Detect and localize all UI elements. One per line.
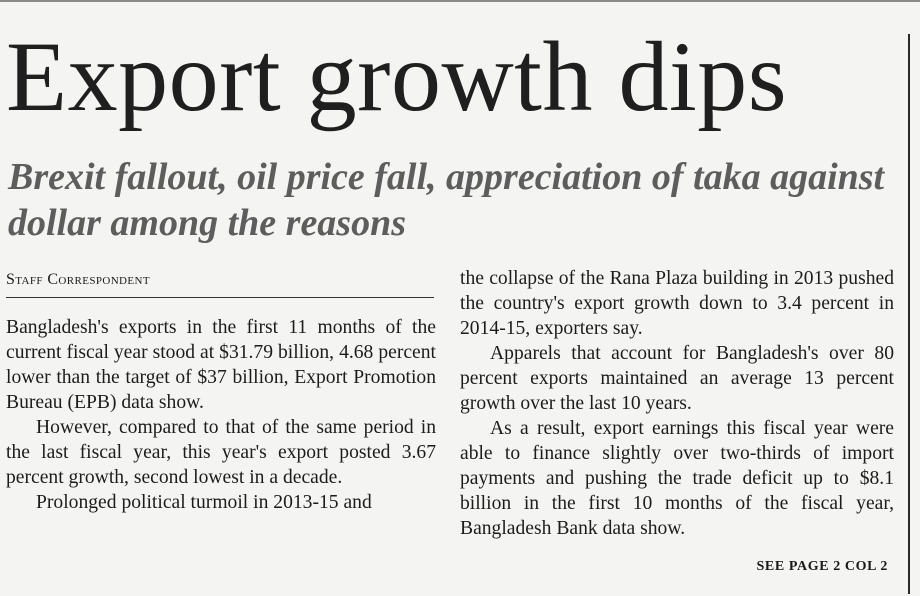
subheadline: Brexit fallout, oil price fall, appreciation of taka against dollar among the reasons [8,156,885,244]
byline-rule [6,297,434,298]
article-paragraph: Apparels that account for Bangladesh's over 80 percent exports maintained an average 13 percent growth over the last 10 years. [460,343,894,414]
article-paragraph: However, compared to that of the same period in the last fiscal year, this year's export posted 3.67 percent growth, second lowest in a decade. [6,417,436,488]
article-paragraph: Prolonged political turmoil in 2013-15 and [36,492,372,513]
byline: Staff Correspondent [6,271,150,288]
headline: Export growth dips [6,21,788,132]
jump-line: SEE PAGE 2 COL 2 [756,559,888,574]
article-paragraph: Bangladesh's exports in the first 11 months of the current fiscal year stood at $31.79 billion, 4.68 percent lower than the target of $37 billion, Export Promotion Bureau (EPB) data show. [6,317,436,413]
right-column-rule [908,34,910,594]
top-rule [0,0,920,2]
article-paragraph: the collapse of the Rana Plaza building in 2013 pushed the country's export growth down to 3.4 percent in 2014-15, exporters say. [460,268,894,339]
article-left-column [6,315,436,515]
article-right-column [460,266,894,541]
article-paragraph: As a result, export earnings this fiscal year were able to finance slightly over two-thirds of import payments and pushing the trade deficit up to $8.1 billion in the first 10 months of the fiscal year, Bangladesh Bank data show. [460,418,894,539]
